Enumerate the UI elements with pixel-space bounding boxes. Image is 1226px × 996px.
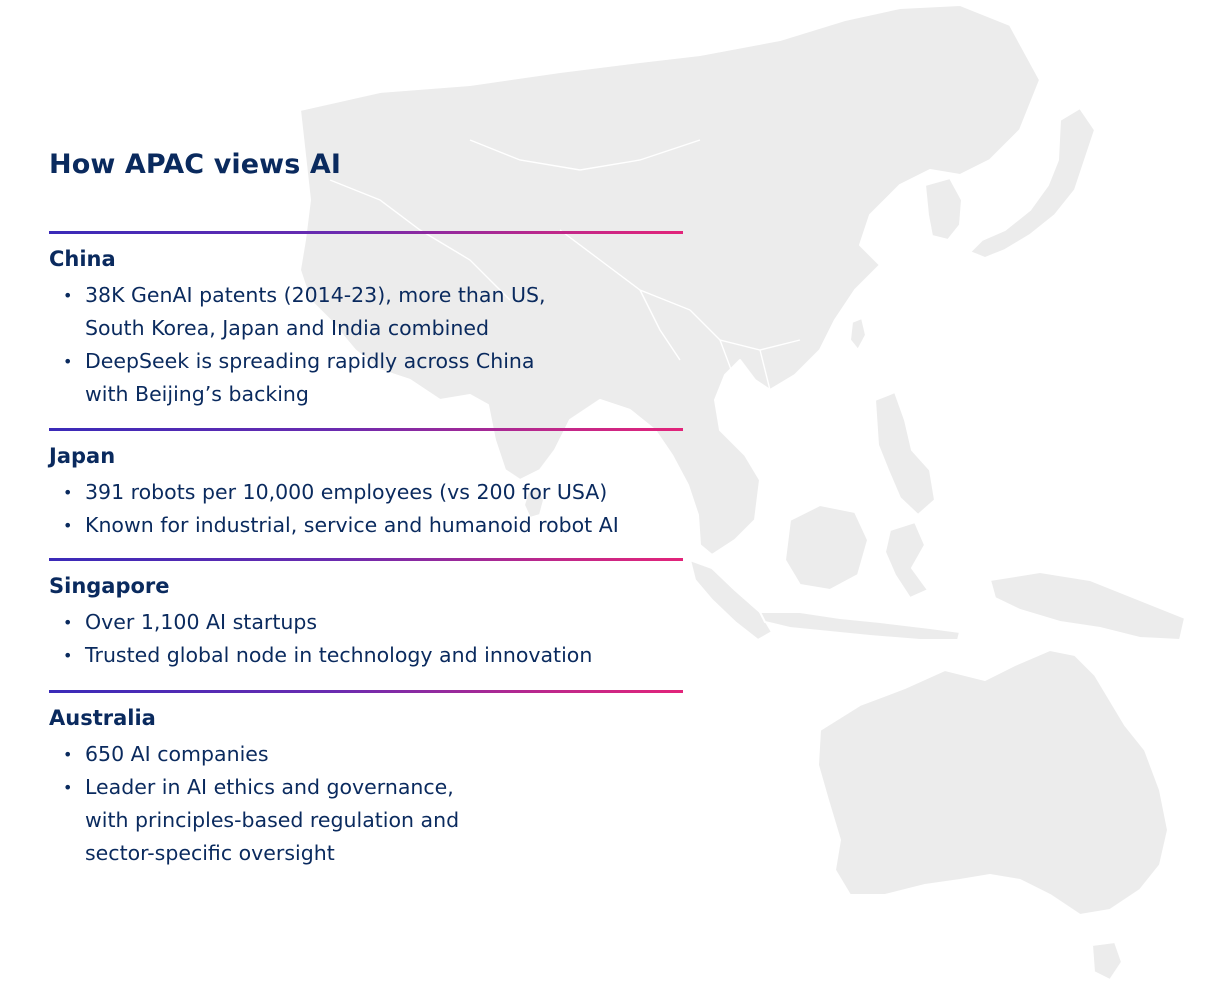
new-guinea-shape xyxy=(990,572,1185,640)
country-heading: Singapore xyxy=(49,574,170,598)
bullet-dot-icon: • xyxy=(63,613,73,632)
section-divider xyxy=(49,231,683,234)
bullet-dot-icon: • xyxy=(63,646,73,665)
bullet-item xyxy=(49,509,619,542)
sulawesi-shape xyxy=(885,522,928,598)
australia-shape xyxy=(818,650,1168,915)
section-divider xyxy=(49,428,683,431)
bullet-item xyxy=(49,639,592,672)
bullet-text: Leader in AI ethics and governance, with principles-based regulation and sector-specific oversight xyxy=(85,775,460,865)
page-title: How APAC views AI xyxy=(49,149,342,180)
section-divider xyxy=(49,690,683,693)
korea-shape xyxy=(925,178,962,240)
borneo-shape xyxy=(785,505,868,590)
bullet-item xyxy=(49,606,592,639)
bullet-text: 650 AI companies xyxy=(85,742,269,766)
philippines-shape xyxy=(875,392,935,515)
bullet-text: 391 robots per 10,000 employees (vs 200 for USA) xyxy=(85,480,608,504)
bullet-dot-icon: • xyxy=(63,778,73,797)
bullet-item xyxy=(49,738,459,771)
bullet-text: Trusted global node in technology and innovation xyxy=(85,643,593,667)
country-bullet-list xyxy=(49,606,592,672)
country-heading: Japan xyxy=(49,444,116,468)
country-heading: Australia xyxy=(49,706,156,730)
bullet-item xyxy=(49,771,459,870)
bullet-dot-icon: • xyxy=(63,483,73,502)
country-bullet-list xyxy=(49,476,619,542)
bullet-text: 38K GenAI patents (2014-23), more than US, South Korea, Japan and India combined xyxy=(85,283,546,340)
bullet-dot-icon: • xyxy=(63,286,73,305)
section-divider xyxy=(49,558,683,561)
bullet-dot-icon: • xyxy=(63,352,73,371)
taiwan-shape xyxy=(850,318,866,350)
country-bullet-list xyxy=(49,279,546,411)
bullet-item xyxy=(49,476,619,509)
sumatra-shape xyxy=(690,560,772,640)
bullet-text: Over 1,100 AI startups xyxy=(85,610,318,634)
country-heading: China xyxy=(49,247,116,271)
java-shape xyxy=(760,612,960,640)
bullet-dot-icon: • xyxy=(63,745,73,764)
bullet-text: Known for industrial, service and humanoid robot AI xyxy=(85,513,619,537)
bullet-item xyxy=(49,279,546,345)
country-bullet-list xyxy=(49,738,459,870)
bullet-dot-icon: • xyxy=(63,516,73,535)
bullet-text: DeepSeek is spreading rapidly across China with Beijing’s backing xyxy=(85,349,535,406)
bullet-item xyxy=(49,345,546,411)
tasmania-shape xyxy=(1092,942,1122,980)
